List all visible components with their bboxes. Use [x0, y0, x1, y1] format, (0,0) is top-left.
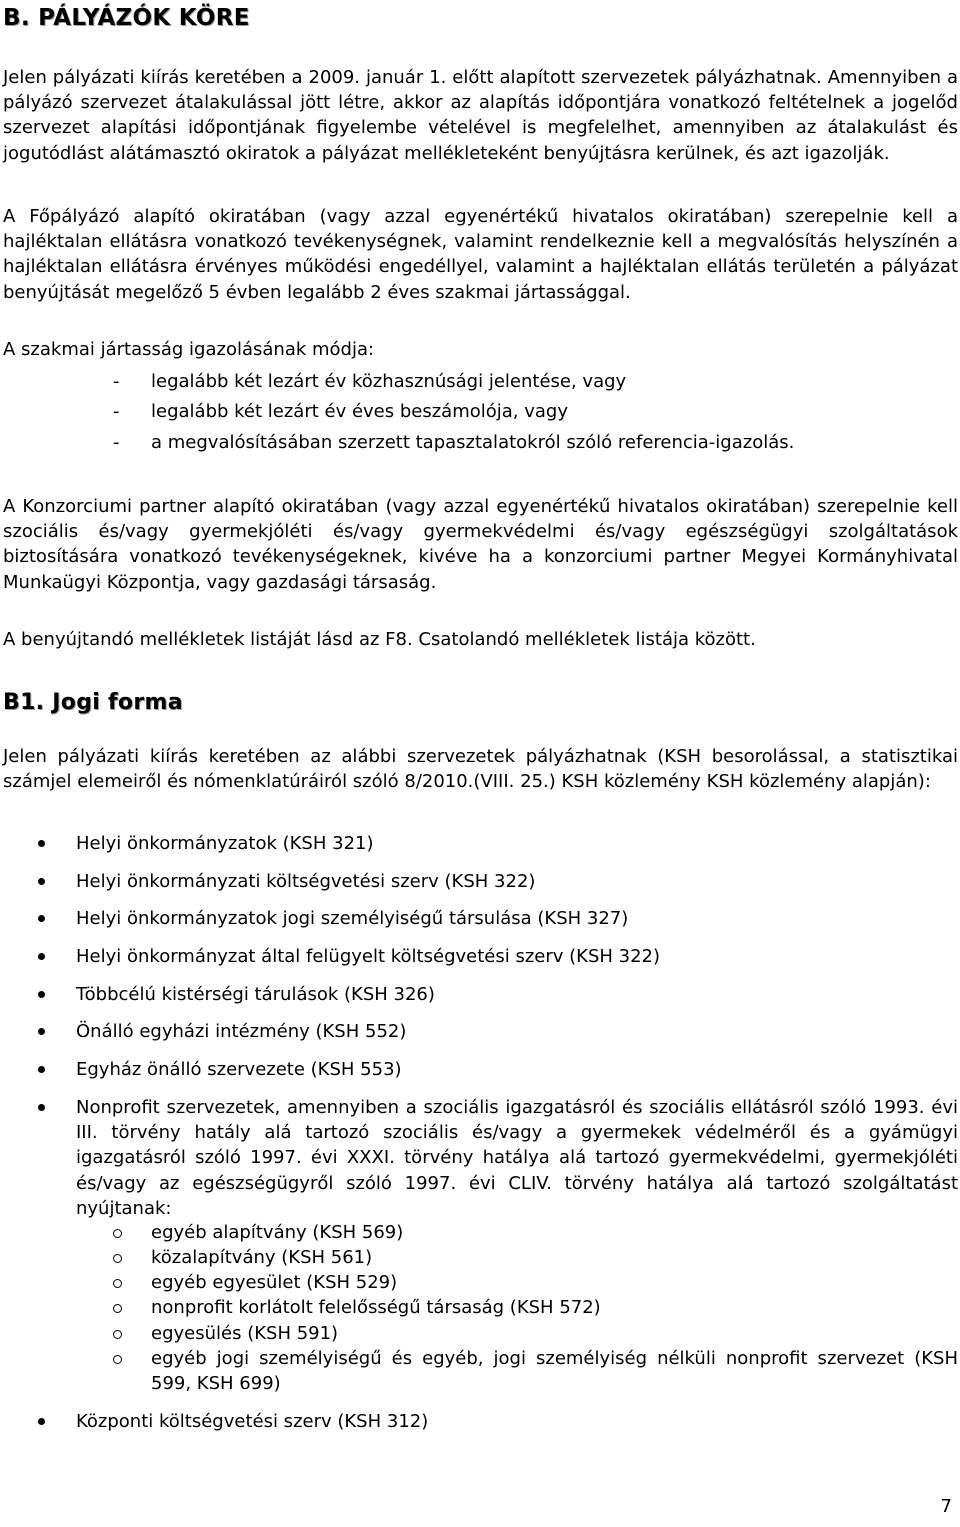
nonprofit-subitem-text: közalapítvány (KSH 561) [151, 1247, 373, 1268]
dash-marker: - [113, 371, 120, 392]
legal-form-text: Önálló egyházi intézmény (KSH 552) [76, 1021, 407, 1042]
dash-marker: - [113, 432, 120, 453]
bullet-icon [38, 991, 45, 998]
page-number: 7 [940, 1496, 952, 1517]
legal-form-text: Központi költségvetési szerv (KSH 312) [76, 1411, 429, 1432]
nonprofit-subitem-text: egyesülés (KSH 591) [151, 1323, 339, 1344]
hollow-bullet-icon [113, 1279, 122, 1288]
legal-form-text: Helyi önkormányzati költségvetési szerv (KSH 322) [76, 871, 536, 892]
bullet-icon [38, 1028, 45, 1035]
hollow-bullet-icon [113, 1229, 122, 1238]
bullet-icon [38, 878, 45, 885]
legal-form-text: Helyi önkormányzat által felügyelt költségvetési szerv (KSH 322) [76, 946, 661, 967]
bullet-icon [38, 1066, 45, 1073]
bullet-icon [38, 1418, 45, 1425]
legal-form-text: Nonprofit szervezetek, amennyiben a szociális igazgatásról és szociális ellátásról szóló 1993. évi III. törvény hatály alá tartozó szociális és/vagy a gyermekek védelméről és a gyámügyi igazgatásról szóló 1997. évi XXXI. törvény hatálya alá tartozó gyermekvédelmi, gyermekjóléti és/vagy az egészségügyről szóló 1997. évi CLIV. törvény hatálya alá tartozó szolgáltatást nyújtanak: [76, 1097, 958, 1219]
bullet-icon [38, 915, 45, 922]
eligibility-paragraph: Jelen pályázati kiírás keretében a 2009. január 1. előtt alapított szervezetek pályázhatnak. Amennyiben a pályázó szervezet átalakulással jött létre, akkor az alapítás időpontjára vonatkozó feltételnek a jogelőd szervezet alapítási időpontjának figyelembe vételével is megfelelhet, amennyiben az átalakulást és jogutódlást alátámasztó okiratok a pályázat mellékleteként benyújtásra kerülnek, és azt igazolják. [3, 67, 958, 164]
hollow-bullet-icon [113, 1304, 122, 1313]
nonprofit-subitem-text: egyéb alapítvány (KSH 569) [151, 1222, 404, 1243]
legal-form-text: Egyház önálló szervezete (KSH 553) [76, 1059, 402, 1080]
nonprofit-subitem-text: nonprofit korlátolt felelősségű társaság (KSH 572) [151, 1297, 601, 1318]
main-applicant-paragraph: A Főpályázó alapító okiratában (vagy azzal egyenértékű hivatalos okiratában) szerepelnie kell a hajléktalan ellátásra vonatkozó tevékenységnek, valamint rendelkeznie kell a megvalósítás helyszínén a hajléktalan ellátásra érvényes működési engedéllyel, valamint a hajléktalan ellátás területén a pályázat benyújtását megelőző 5 évben legalább 2 éves szakmai jártassággal. [3, 206, 958, 303]
legal-form-text: Helyi önkormányzatok (KSH 321) [76, 833, 374, 854]
bullet-icon [38, 840, 45, 847]
hollow-bullet-icon [113, 1330, 122, 1339]
bullet-icon [38, 1104, 45, 1111]
nonprofit-subitem-text: egyéb jogi személyiségű és egyéb, jogi személyiség nélküli nonprofit szervezet (KSH 599, KSH 699) [151, 1348, 958, 1395]
proof-method-intro: A szakmai jártasság igazolásának módja: [3, 339, 375, 360]
legal-form-text: Többcélú kistérségi tárulások (KSH 326) [76, 984, 435, 1005]
consortium-partner-paragraph: A Konzorciumi partner alapító okiratában (vagy azzal egyenértékű hivatalos okiratában) szerepelnie kell szociális és/vagy gyermekjóléti és/vagy gyermekvédelmi és/vagy egészségügyi szolgáltatások biztosítására vonatkozó tevékenységeknek, kivéve ha a konzorciumi partner Megyei Kormányhivatal Munkaügyi Központja, vagy gazdasági társaság. [3, 496, 958, 593]
proof-item-text: a megvalósításában szerzett tapasztalatokról szóló referencia-igazolás. [151, 432, 795, 453]
proof-item-text: legalább két lezárt év éves beszámolója, vagy [151, 401, 569, 422]
section-b1-heading: B1. Jogi forma [3, 690, 183, 715]
section-b-heading: B. PÁLYÁZÓK KÖRE [3, 5, 250, 31]
hollow-bullet-icon [113, 1254, 122, 1263]
hollow-bullet-icon [113, 1355, 122, 1364]
nonprofit-subitem-text: egyéb egyesület (KSH 529) [151, 1272, 398, 1293]
dash-marker: - [113, 401, 120, 422]
bullet-icon [38, 953, 45, 960]
proof-item-text: legalább két lezárt év közhasznúsági jelentése, vagy [151, 371, 627, 392]
attachments-reference: A benyújtandó mellékletek listáját lásd az F8. Csatolandó mellékletek listája között. [3, 629, 756, 650]
legal-form-text: Helyi önkormányzatok jogi személyiségű társulása (KSH 327) [76, 908, 629, 929]
legal-form-intro: Jelen pályázati kiírás keretében az alábbi szervezetek pályázhatnak (KSH besorolással, a statisztikai számjel elemeiről és nómenklatúráiról szóló 8/2010.(VIII. 25.) KSH közlemény KSH közlemény alapján): [3, 746, 958, 793]
